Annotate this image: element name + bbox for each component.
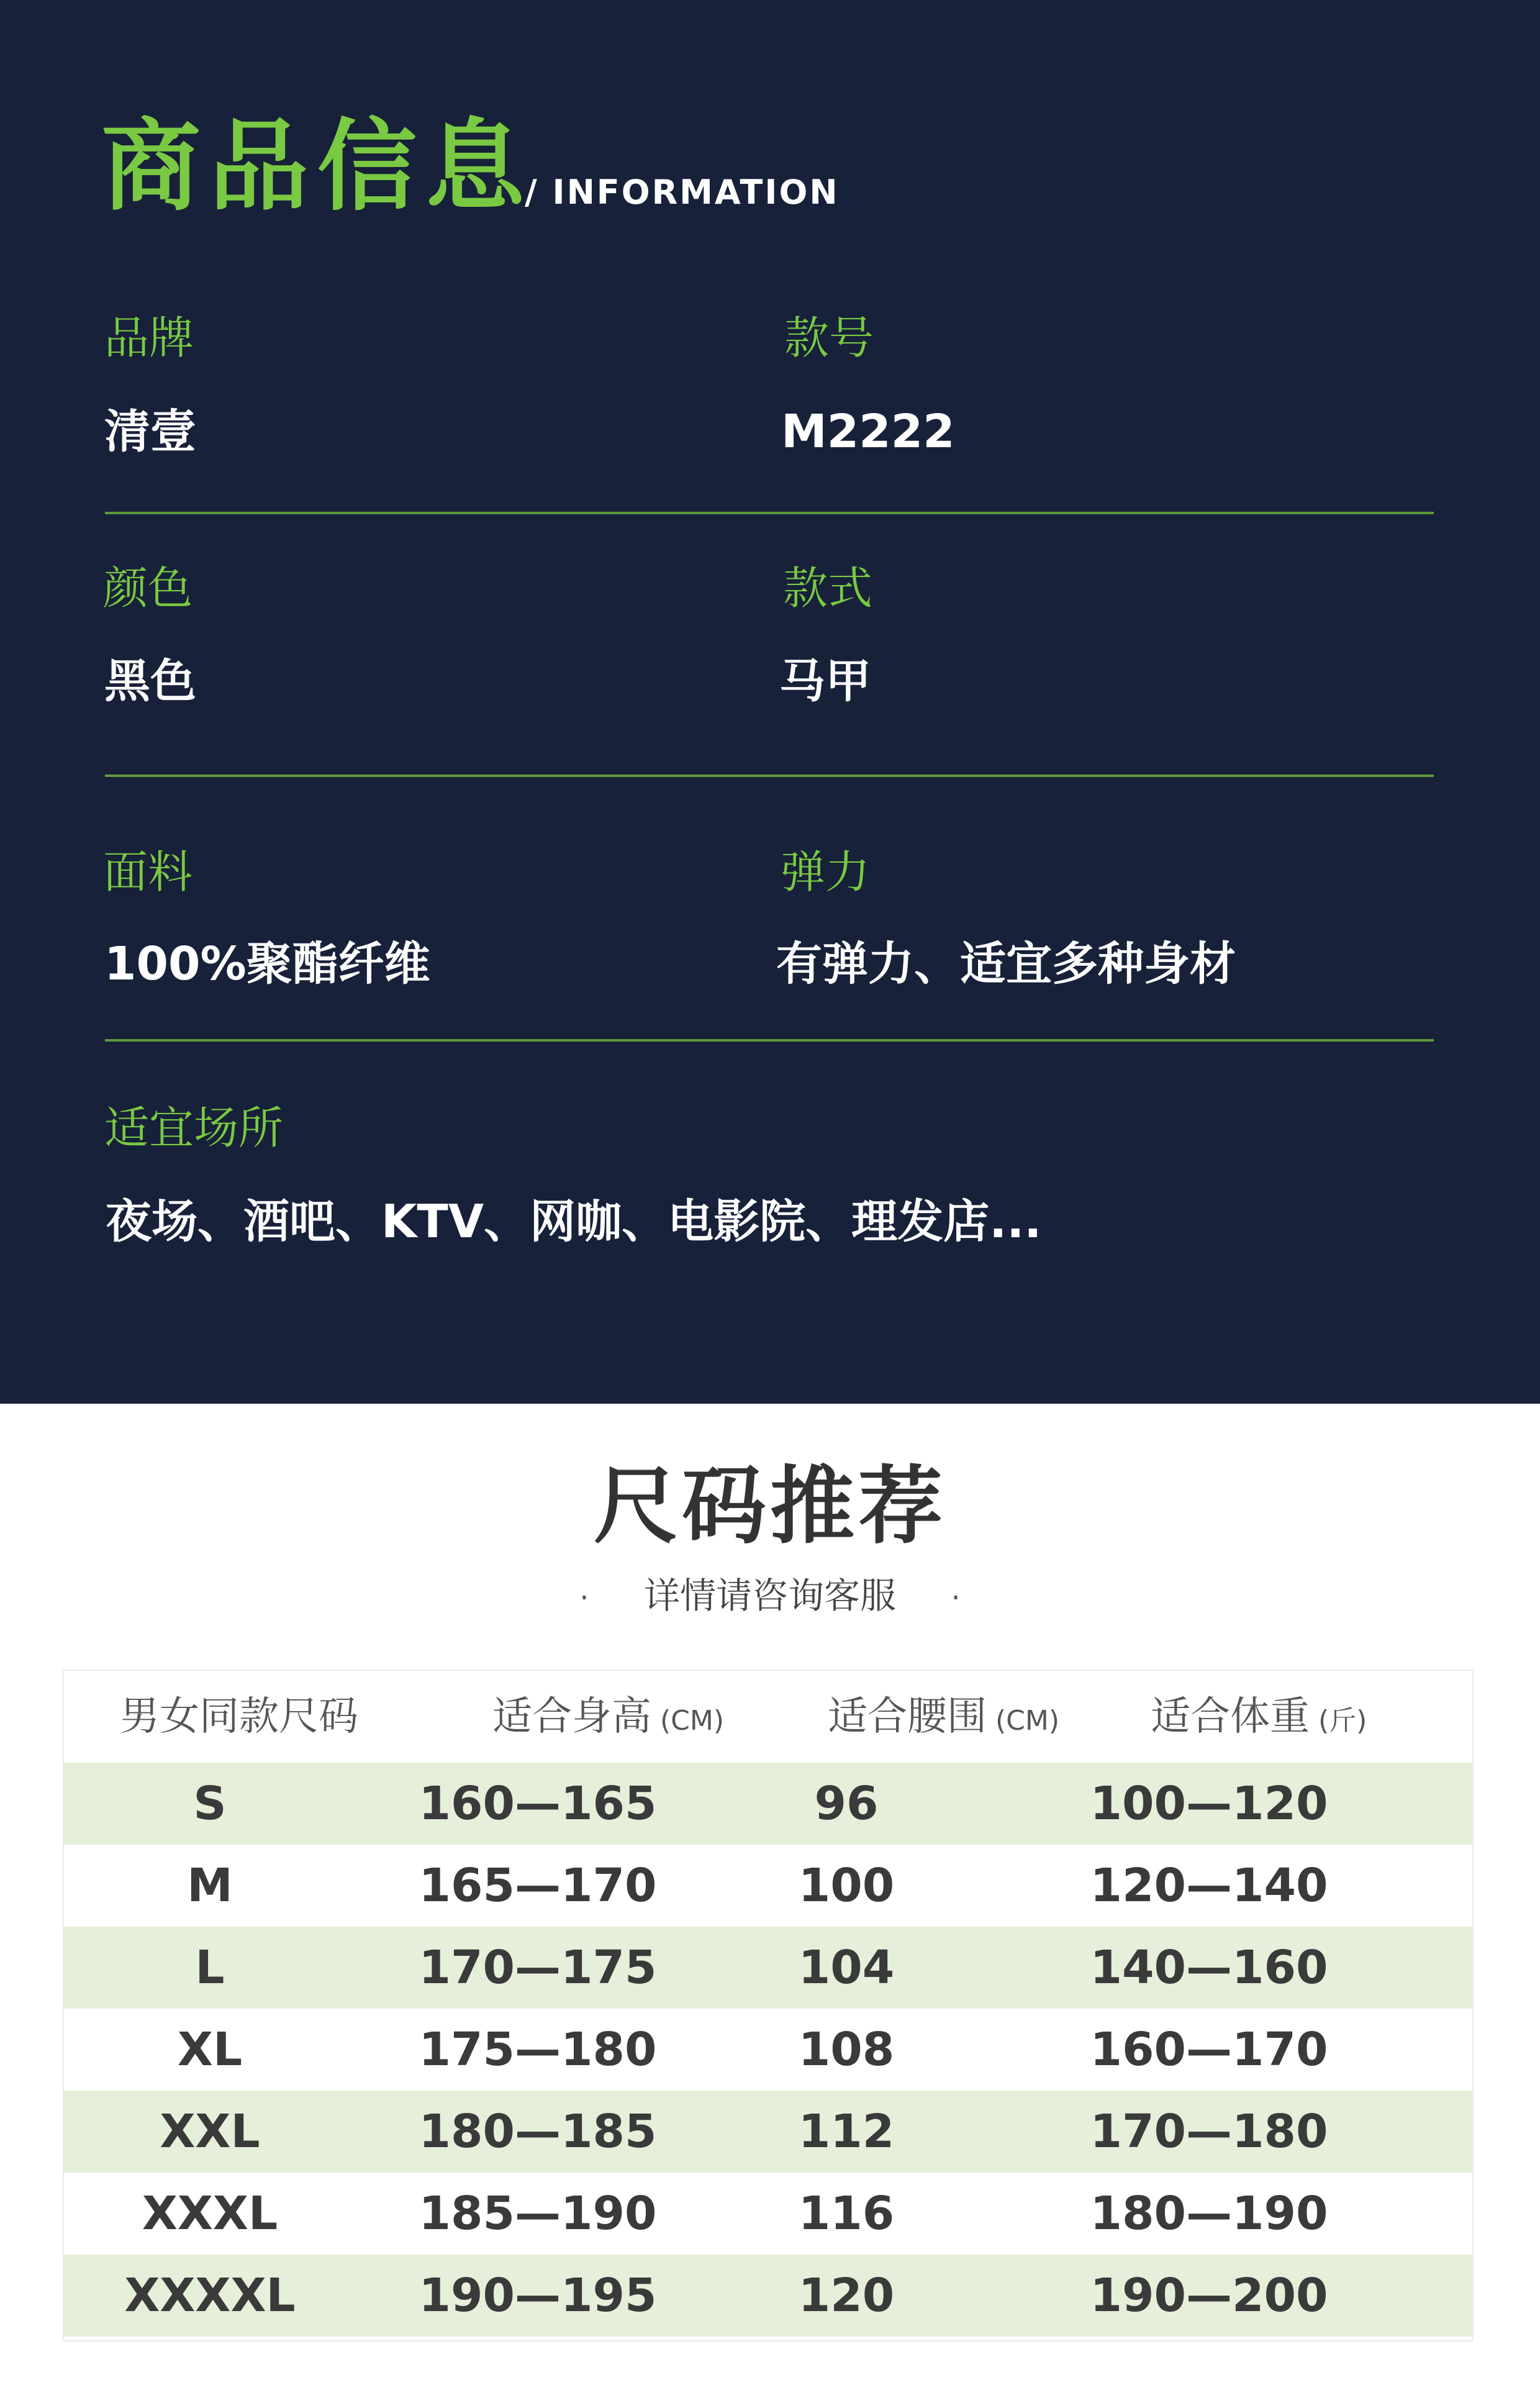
table-row xyxy=(64,2255,1472,2337)
cell-height: 170—175 xyxy=(419,1941,657,1994)
table-row xyxy=(64,1763,1472,1845)
divider xyxy=(105,775,1434,777)
fabric-label: 面料 xyxy=(103,846,193,898)
cell-waist: 120 xyxy=(798,2269,895,2322)
venue-label: 适宜场所 xyxy=(104,1102,284,1154)
cell-height: 190—195 xyxy=(419,2269,657,2322)
table-row xyxy=(64,2009,1472,2091)
size-subtitle-line xyxy=(0,1574,1540,1617)
header-size xyxy=(120,1671,358,1763)
brand-label: 品牌 xyxy=(104,312,194,364)
size-subtitle: 详情请咨询客服 xyxy=(643,1574,896,1617)
cell-waist: 108 xyxy=(798,2023,895,2076)
brand-value: 清壹 xyxy=(104,405,196,458)
dot-left: · xyxy=(579,1581,589,1615)
cell-waist: 116 xyxy=(798,2187,895,2240)
header-weight-unit: (斤) xyxy=(1318,1705,1367,1737)
header-size-label: 男女同款尺码 xyxy=(120,1694,358,1740)
table-row xyxy=(64,2173,1472,2255)
cell-height: 160—165 xyxy=(419,1777,657,1830)
info-title: 商品信息 xyxy=(101,108,534,224)
cell-height: 180—185 xyxy=(419,2105,657,2158)
table-row xyxy=(64,2091,1472,2173)
cell-size: L xyxy=(195,1941,225,1994)
cell-height: 165—170 xyxy=(419,1859,657,1912)
cell-size: XL xyxy=(177,2023,243,2076)
header-height-unit: (CM) xyxy=(660,1705,725,1737)
cell-waist: 100 xyxy=(798,1859,895,1912)
header-height-label: 适合身高 xyxy=(492,1694,651,1740)
size-table xyxy=(63,1670,1474,2342)
cell-weight: 190—200 xyxy=(1090,2269,1328,2322)
cell-size: M xyxy=(187,1859,233,1912)
style-value: 马甲 xyxy=(779,655,871,708)
cell-waist: 112 xyxy=(798,2105,895,2158)
cell-size: S xyxy=(193,1777,227,1830)
cell-waist: 96 xyxy=(814,1777,879,1830)
cell-size: XXL xyxy=(160,2105,260,2158)
dot-right: · xyxy=(951,1581,961,1615)
header-waist xyxy=(828,1671,1059,1763)
header-waist-unit: (CM) xyxy=(995,1705,1060,1737)
cell-weight: 100—120 xyxy=(1090,1777,1328,1830)
cell-weight: 180—190 xyxy=(1090,2187,1328,2240)
model-label: 款号 xyxy=(784,312,874,364)
elasticity-value: 有弹力、适宜多种身材 xyxy=(776,937,1236,991)
size-title: 尺码推荐 xyxy=(594,1458,946,1556)
cell-weight: 120—140 xyxy=(1090,1859,1328,1912)
cell-waist: 104 xyxy=(798,1941,895,1994)
cell-height: 175—180 xyxy=(419,2023,657,2076)
divider xyxy=(105,512,1434,514)
cell-weight: 140—160 xyxy=(1090,1941,1328,1994)
info-subtitle: / INFORMATION xyxy=(525,173,840,212)
cell-weight: 170—180 xyxy=(1090,2105,1328,2158)
color-label: 颜色 xyxy=(103,562,193,614)
fabric-value: 100%聚酯纤维 xyxy=(104,937,430,991)
elasticity-label: 弹力 xyxy=(781,846,871,898)
cell-size: XXXXL xyxy=(124,2269,296,2322)
header-weight xyxy=(1151,1671,1367,1763)
color-value: 黑色 xyxy=(104,655,196,708)
cell-size: XXXL xyxy=(142,2187,278,2240)
cell-weight: 160—170 xyxy=(1090,2023,1328,2076)
style-label: 款式 xyxy=(783,562,873,614)
model-value: M2222 xyxy=(781,405,955,458)
table-header xyxy=(64,1671,1472,1763)
header-height xyxy=(492,1671,724,1763)
venue-value: 夜场、酒吧、KTV、网咖、电影院、理发店... xyxy=(106,1195,1042,1248)
header-waist-label: 适合腰围 xyxy=(828,1694,987,1740)
divider xyxy=(105,1039,1434,1042)
table-row xyxy=(64,1927,1472,2009)
header-weight-label: 适合体重 xyxy=(1151,1694,1310,1740)
cell-height: 185—190 xyxy=(419,2187,657,2240)
table-row xyxy=(64,1845,1472,1927)
